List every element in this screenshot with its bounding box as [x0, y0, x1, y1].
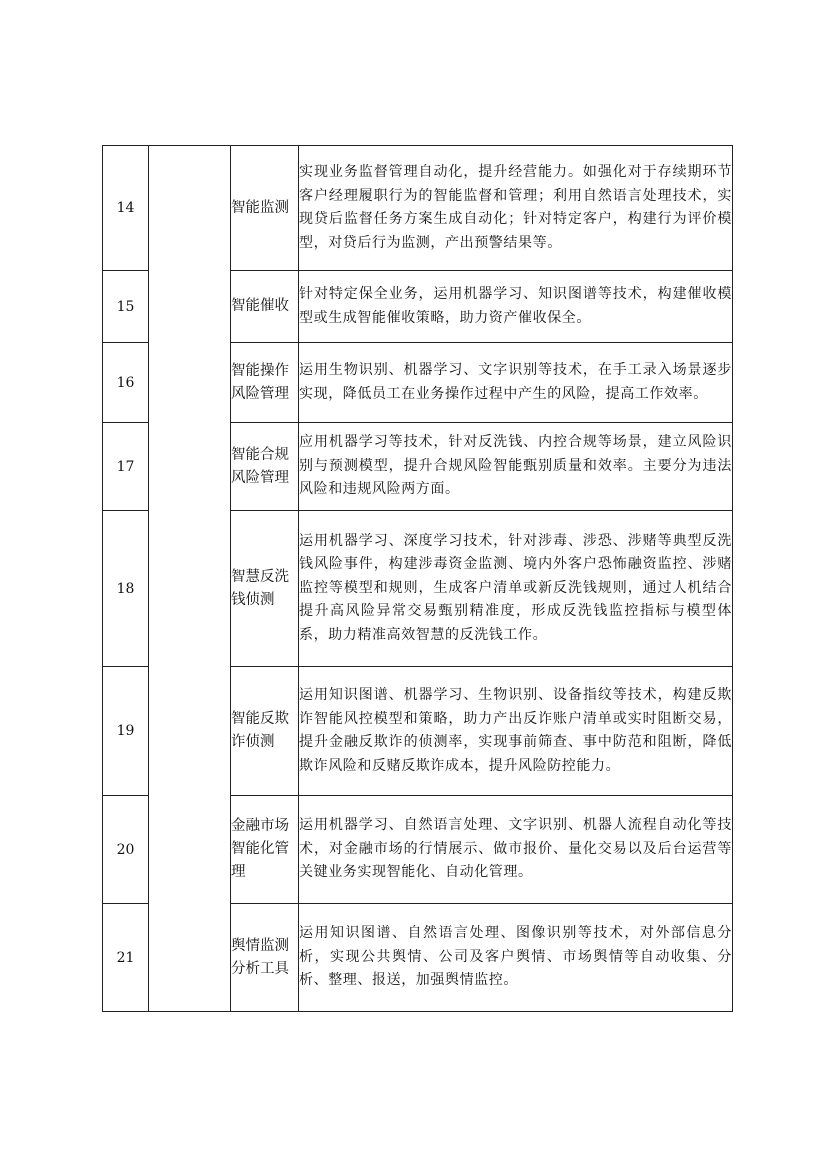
row-number: 19 [103, 667, 149, 796]
scenario-name: 智能合规风险管理 [231, 423, 299, 511]
scenario-description: 应用机器学习等技术，针对反洗钱、内控合规等场景，建立风险识别与预测模型，提升合规风险智能甄别质量和效率。主要分为违法风险和违规风险两方面。 [299, 423, 733, 511]
scenario-table [102, 145, 733, 1012]
row-number: 14 [103, 146, 149, 271]
scenario-name: 智能反欺诈侦测 [231, 667, 299, 796]
scenario-name: 智能监测 [231, 146, 299, 271]
scenario-description: 实现业务监督管理自动化，提升经营能力。如强化对于存续期环节客户经理履职行为的智能监督和管理；利用自然语言处理技术，实现贷后监督任务方案生成自动化；针对特定客户，构建行为评价模型，对贷后行为监测，产出预警结果等。 [299, 146, 733, 271]
row-number: 16 [103, 343, 149, 423]
category-cell [149, 146, 231, 1012]
scenario-name: 金融市场智能化管理 [231, 796, 299, 904]
scenario-name: 智能操作风险管理 [231, 343, 299, 423]
scenario-name: 智慧反洗钱侦测 [231, 511, 299, 667]
scenario-name: 舆情监测分析工具 [231, 904, 299, 1012]
row-number: 20 [103, 796, 149, 904]
scenario-name: 智能催收 [231, 271, 299, 343]
row-number: 15 [103, 271, 149, 343]
scenario-description: 运用知识图谱、自然语言处理、图像识别等技术，对外部信息分析，实现公共舆情、公司及客户舆情、市场舆情等自动收集、分析、整理、报送，加强舆情监控。 [299, 904, 733, 1012]
scenario-description: 运用生物识别、机器学习、文字识别等技术，在手工录入场景逐步实现，降低员工在业务操作过程中产生的风险，提高工作效率。 [299, 343, 733, 423]
row-number: 17 [103, 423, 149, 511]
scenario-description: 运用机器学习、深度学习技术，针对涉毒、涉恐、涉赌等典型反洗钱风险事件，构建涉毒资金监测、境内外客户恐怖融资监控、涉赌监控等模型和规则，生成客户清单或新反洗钱规则，通过人机结合提升高风险异常交易甄别精准度，形成反洗钱监控指标与模型体系，助力精准高效智慧的反洗钱工作。 [299, 511, 733, 667]
row-number: 18 [103, 511, 149, 667]
scenario-description: 运用机器学习、自然语言处理、文字识别、机器人流程自动化等技术，对金融市场的行情展示、做市报价、量化交易以及后台运营等关键业务实现智能化、自动化管理。 [299, 796, 733, 904]
row-number: 21 [103, 904, 149, 1012]
table-row [103, 146, 733, 271]
scenario-description: 运用知识图谱、机器学习、生物识别、设备指纹等技术，构建反欺诈智能风控模型和策略，助力产出反诈账户清单或实时阻断交易，提升金融反欺诈的侦测率，实现事前筛查、事中防范和阻断，降低欺诈风险和反赌反欺诈成本，提升风险防控能力。 [299, 667, 733, 796]
scenario-description: 针对特定保全业务，运用机器学习、知识图谱等技术，构建催收模型或生成智能催收策略，助力资产催收保全。 [299, 271, 733, 343]
